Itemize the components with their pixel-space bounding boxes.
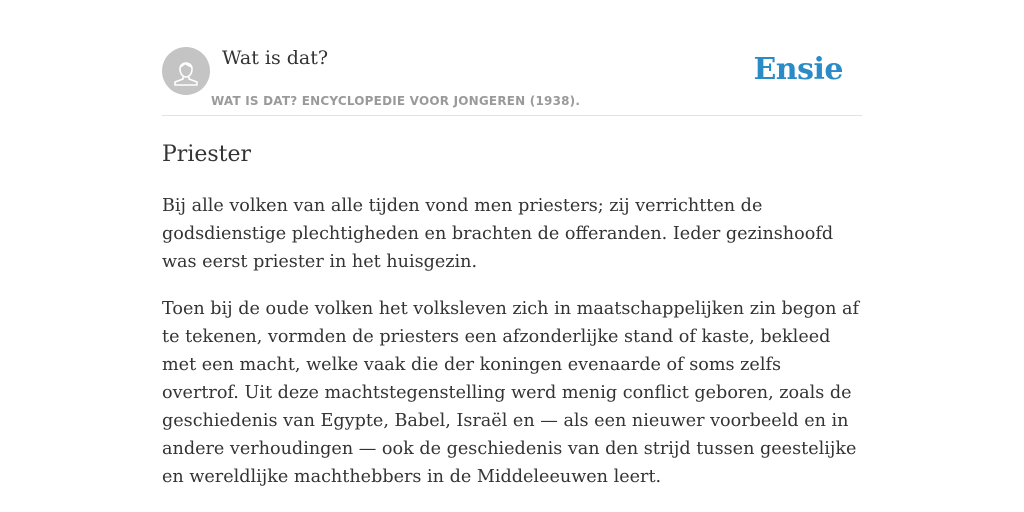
article-paragraph: Bij alle volken van alle tijden vond men priesters; zij verrichtten de godsdienstige plechtigheden en brachten de offeranden. Ieder gezinshoofd was eerst priester in het huisgezin.	[162, 196, 834, 272]
article-paragraph: Toen bij de oude volken het volksleven zich in maatschappelijken zin begon af te tekenen, vormden de priesters een afzonderlijke stand of kaste, bekleed met een macht, welke vaak die der koningen evenaarde of soms zelfs overtrof. Uit deze machtstegenstelling werd menig conflict geboren, zoals de geschiedenis van Egypte, Babel, Israël en — als een nieuwer voorbeeld en in andere verhoudingen — ook de geschiedenis van den strijd tussen geestelijke en wereldlijke machthebbers in de Middeleeuwen leert.	[162, 299, 859, 487]
user-silhouette-icon	[162, 47, 210, 95]
article-title: Priester	[162, 142, 252, 167]
page-content	[162, 0, 862, 487]
ensie-logo[interactable]: Ensie	[753, 52, 843, 87]
source-header	[162, 0, 862, 116]
source-subtitle: WAT IS DAT? ENCYCLOPEDIE VOOR JONGEREN (1938).	[211, 94, 581, 108]
source-avatar[interactable]	[162, 47, 210, 95]
source-name-link[interactable]: Wat is dat?	[222, 47, 329, 69]
